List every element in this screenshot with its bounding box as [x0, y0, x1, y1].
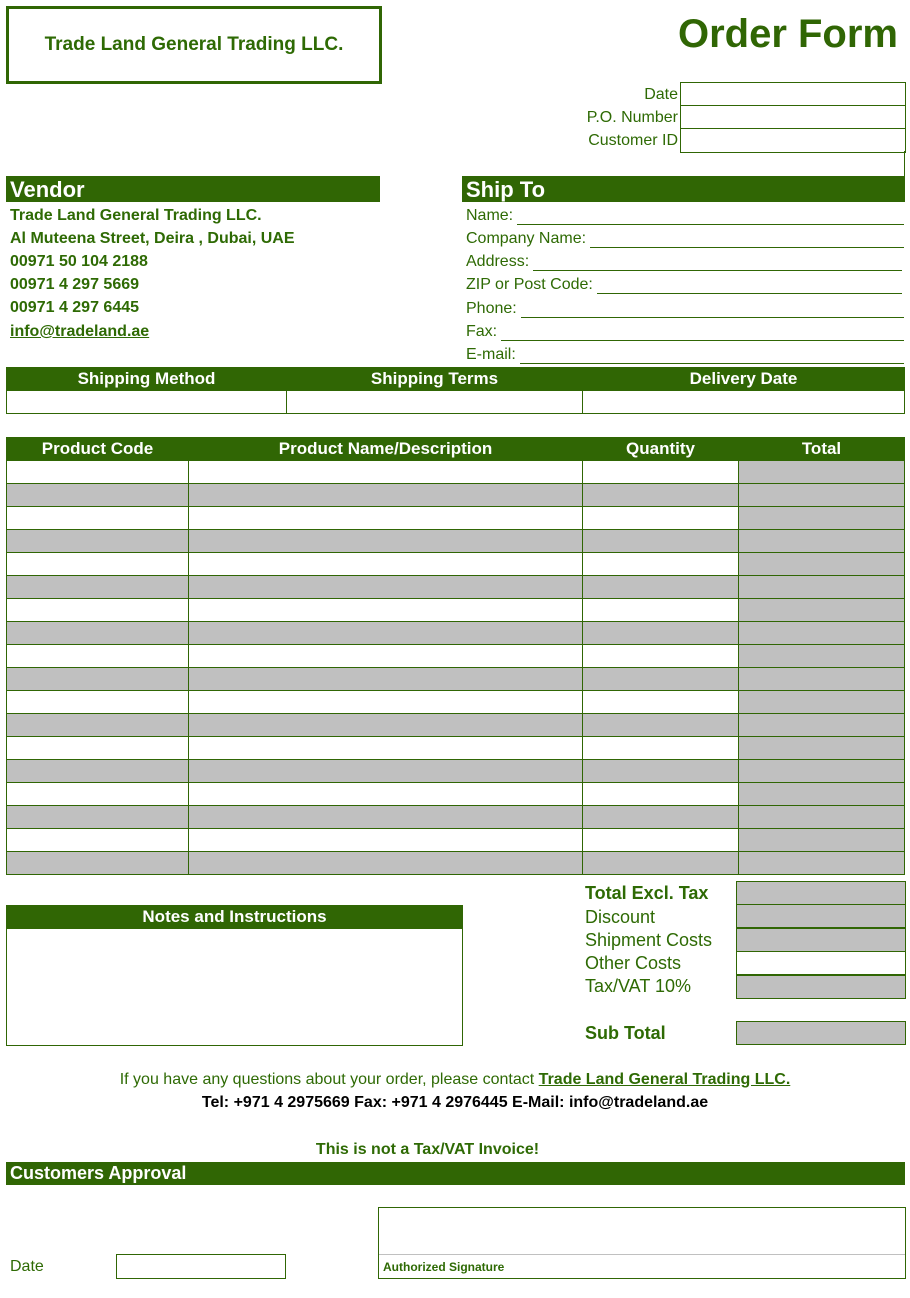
product-name-cell[interactable]	[189, 530, 583, 553]
ship-email-line[interactable]	[520, 349, 904, 364]
approval-date-label: Date	[10, 1258, 44, 1275]
product-name-cell[interactable]	[189, 553, 583, 576]
product-name-cell[interactable]	[189, 507, 583, 530]
product-name-cell[interactable]	[189, 461, 583, 484]
total-cell	[739, 599, 905, 622]
tax-vat-label: Tax/VAT 10%	[585, 976, 692, 996]
quantity-cell[interactable]	[583, 852, 739, 875]
notes-header: Notes and Instructions	[6, 905, 463, 928]
other-costs-value[interactable]	[736, 951, 906, 975]
subtotal-label: Sub Total	[585, 1023, 666, 1043]
ship-address-row[interactable]	[466, 253, 902, 271]
product-name-cell[interactable]	[189, 668, 583, 691]
total-cell	[739, 829, 905, 852]
product-name-cell[interactable]	[189, 622, 583, 645]
product-row	[7, 806, 905, 829]
quantity-header: Quantity	[583, 438, 739, 461]
ship-phone-line[interactable]	[521, 303, 904, 318]
product-row	[7, 461, 905, 484]
vendor-header: Vendor	[6, 176, 380, 202]
page-title: Order Form	[677, 12, 898, 56]
contact-question-text: If you have any questions about your order, please contact	[119, 1071, 535, 1088]
product-row	[7, 645, 905, 668]
product-code-cell[interactable]	[7, 530, 189, 553]
total-excl-tax-value	[736, 881, 906, 905]
shipping-table	[6, 367, 905, 414]
product-code-cell[interactable]	[7, 760, 189, 783]
product-row	[7, 576, 905, 599]
ship-name-row[interactable]	[466, 207, 904, 225]
product-row	[7, 714, 905, 737]
tax-vat-value	[736, 975, 906, 999]
signature-box[interactable]	[378, 1207, 906, 1279]
approval-date-field[interactable]	[116, 1254, 286, 1279]
meta-divider	[904, 151, 905, 176]
po-number-label: P.O. Number	[586, 109, 678, 126]
product-row	[7, 553, 905, 576]
ship-zip-label: ZIP or Post Code:	[466, 276, 593, 293]
product-name-cell[interactable]	[189, 806, 583, 829]
product-code-cell[interactable]	[7, 714, 189, 737]
product-name-cell[interactable]	[189, 760, 583, 783]
total-cell	[739, 691, 905, 714]
vendor-address: Al Muteena Street, Deira , Dubai, UAE	[10, 230, 295, 247]
product-row	[7, 691, 905, 714]
company-contact-link[interactable]: Trade Land General Trading LLC.	[538, 1071, 791, 1088]
products-table	[6, 437, 905, 875]
ship-name-line[interactable]	[517, 210, 904, 225]
total-cell	[739, 806, 905, 829]
product-row	[7, 530, 905, 553]
product-code-header: Product Code	[7, 438, 189, 461]
company-logo-text: Trade Land General Trading LLC.	[44, 34, 344, 55]
ship-email-row[interactable]	[466, 346, 904, 364]
quantity-cell[interactable]	[583, 576, 739, 599]
quantity-cell[interactable]	[583, 691, 739, 714]
vendor-phone-2: 00971 4 297 5669	[10, 276, 140, 293]
quantity-cell[interactable]	[583, 484, 739, 507]
product-name-cell[interactable]	[189, 484, 583, 507]
total-cell	[739, 737, 905, 760]
ship-to-header: Ship To	[462, 176, 905, 202]
vendor-name: Trade Land General Trading LLC.	[10, 207, 262, 224]
total-cell	[739, 645, 905, 668]
product-name-header: Product Name/Description	[189, 438, 583, 461]
signature-line	[379, 1254, 905, 1255]
product-code-cell[interactable]	[7, 461, 189, 484]
quantity-cell[interactable]	[583, 760, 739, 783]
total-cell	[739, 507, 905, 530]
ship-zip-row[interactable]	[466, 276, 902, 294]
product-code-cell[interactable]	[7, 645, 189, 668]
vendor-phone-3: 00971 4 297 6445	[10, 299, 140, 316]
total-cell	[739, 783, 905, 806]
customers-approval-header: Customers Approval	[6, 1162, 905, 1185]
po-number-field[interactable]	[680, 105, 906, 129]
quantity-cell[interactable]	[583, 622, 739, 645]
quantity-cell[interactable]	[583, 668, 739, 691]
shipment-costs-label: Shipment Costs	[585, 930, 713, 950]
date-label: Date	[644, 86, 678, 103]
product-code-cell[interactable]	[7, 737, 189, 760]
product-name-cell[interactable]	[189, 829, 583, 852]
product-row	[7, 829, 905, 852]
quantity-cell[interactable]	[583, 461, 739, 484]
quantity-cell[interactable]	[583, 553, 739, 576]
total-cell	[739, 576, 905, 599]
product-name-cell[interactable]	[189, 645, 583, 668]
product-code-cell[interactable]	[7, 622, 189, 645]
product-row	[7, 783, 905, 806]
ship-phone-row[interactable]	[466, 300, 904, 318]
total-cell	[739, 760, 905, 783]
product-code-cell[interactable]	[7, 829, 189, 852]
discount-label: Discount	[585, 907, 656, 927]
ship-address-line[interactable]	[533, 256, 902, 271]
ship-company-row[interactable]	[466, 230, 904, 248]
authorized-signature-label: Authorized Signature	[383, 1260, 505, 1274]
product-code-cell[interactable]	[7, 507, 189, 530]
quantity-cell[interactable]	[583, 806, 739, 829]
product-code-cell[interactable]	[7, 576, 189, 599]
shipping-method-cell[interactable]	[7, 391, 287, 414]
ship-name-label: Name:	[466, 207, 514, 224]
contact-details: Tel: +971 4 2975669 Fax: +971 4 2976445 E-Mail: info@tradeland.ae	[201, 1094, 709, 1111]
product-name-cell[interactable]	[189, 737, 583, 760]
product-code-cell[interactable]	[7, 484, 189, 507]
quantity-cell[interactable]	[583, 714, 739, 737]
discount-value[interactable]	[736, 904, 906, 928]
product-row	[7, 599, 905, 622]
product-row	[7, 737, 905, 760]
ship-phone-label: Phone:	[466, 300, 517, 317]
product-row	[7, 622, 905, 645]
product-name-cell[interactable]	[189, 714, 583, 737]
shipment-costs-value[interactable]	[736, 928, 906, 952]
total-cell	[739, 530, 905, 553]
total-cell	[739, 553, 905, 576]
quantity-cell[interactable]	[583, 783, 739, 806]
product-code-cell[interactable]	[7, 806, 189, 829]
customer-id-field[interactable]	[680, 128, 906, 153]
company-logo-box	[6, 6, 382, 84]
product-row	[7, 668, 905, 691]
quantity-cell[interactable]	[583, 507, 739, 530]
total-cell	[739, 461, 905, 484]
ship-fax-row[interactable]	[466, 323, 904, 341]
delivery-date-cell[interactable]	[583, 391, 905, 414]
product-code-cell[interactable]	[7, 599, 189, 622]
ship-fax-line[interactable]	[501, 326, 904, 341]
ship-address-label: Address:	[466, 253, 530, 270]
total-header: Total	[739, 438, 905, 461]
ship-company-line[interactable]	[590, 233, 904, 248]
product-code-cell[interactable]	[7, 553, 189, 576]
ship-fax-label: Fax:	[466, 323, 498, 340]
vendor-email-link[interactable]: info@tradeland.ae	[10, 323, 150, 340]
product-code-cell[interactable]	[7, 691, 189, 714]
total-cell	[739, 668, 905, 691]
quantity-cell[interactable]	[583, 530, 739, 553]
total-excl-tax-label: Total Excl. Tax	[585, 883, 709, 903]
tax-invoice-note: This is not a Tax/VAT Invoice!	[315, 1141, 540, 1158]
shipping-method-header: Shipping Method	[7, 368, 287, 391]
quantity-cell[interactable]	[583, 599, 739, 622]
delivery-date-header: Delivery Date	[583, 368, 905, 391]
product-row	[7, 760, 905, 783]
ship-company-label: Company Name:	[466, 230, 587, 247]
product-name-cell[interactable]	[189, 599, 583, 622]
product-name-cell[interactable]	[189, 852, 583, 875]
product-row	[7, 852, 905, 875]
contact-question	[0, 1071, 910, 1089]
product-row	[7, 484, 905, 507]
other-costs-label: Other Costs	[585, 953, 682, 973]
total-cell	[739, 714, 905, 737]
product-code-cell[interactable]	[7, 852, 189, 875]
shipping-terms-header: Shipping Terms	[287, 368, 583, 391]
date-field[interactable]	[680, 82, 906, 106]
notes-area[interactable]	[6, 928, 463, 1046]
product-code-cell[interactable]	[7, 783, 189, 806]
ship-zip-line[interactable]	[597, 279, 902, 294]
quantity-cell[interactable]	[583, 829, 739, 852]
product-row	[7, 507, 905, 530]
total-cell	[739, 622, 905, 645]
ship-email-label: E-mail:	[466, 346, 516, 363]
quantity-cell[interactable]	[583, 645, 739, 668]
total-cell	[739, 852, 905, 875]
vendor-phone-1: 00971 50 104 2188	[10, 253, 148, 270]
product-name-cell[interactable]	[189, 691, 583, 714]
quantity-cell[interactable]	[583, 737, 739, 760]
product-name-cell[interactable]	[189, 576, 583, 599]
product-code-cell[interactable]	[7, 668, 189, 691]
product-name-cell[interactable]	[189, 783, 583, 806]
total-cell	[739, 484, 905, 507]
shipping-terms-cell[interactable]	[287, 391, 583, 414]
customer-id-label: Customer ID	[588, 132, 678, 149]
subtotal-value	[736, 1021, 906, 1045]
